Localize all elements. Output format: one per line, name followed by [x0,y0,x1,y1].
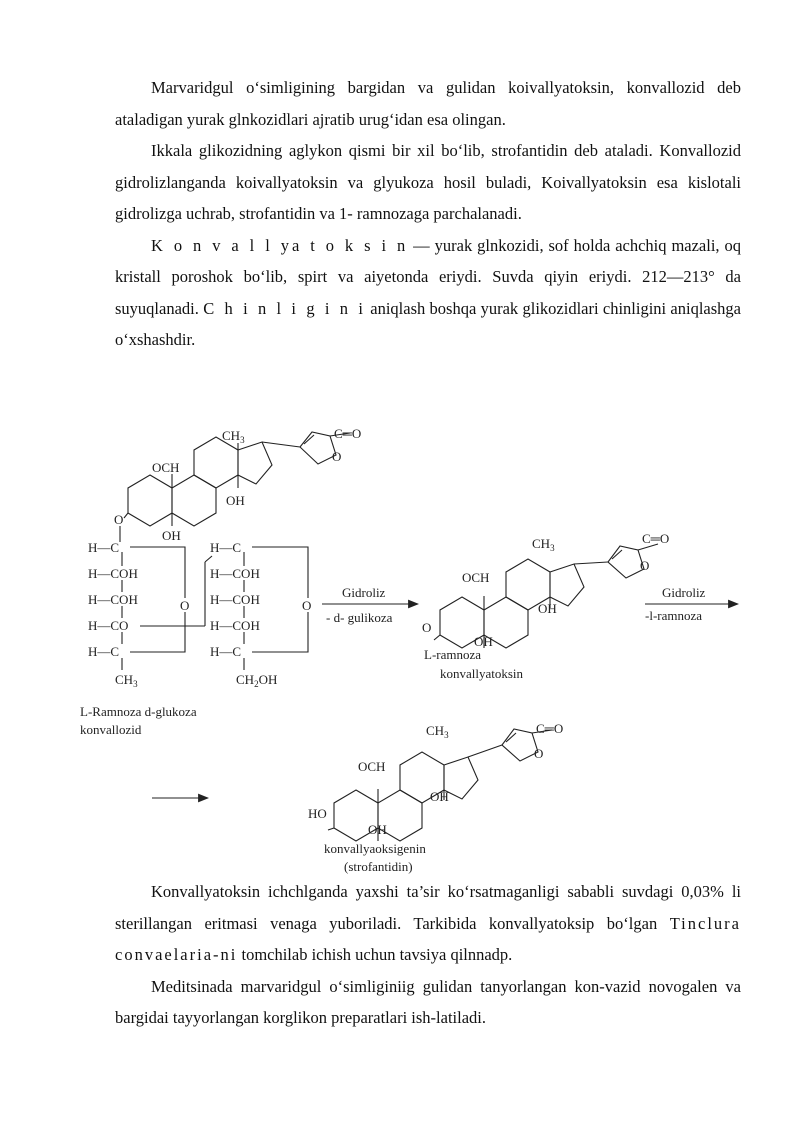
lactone-co-2: C═O [642,531,670,546]
oh-label-3a: OH [430,789,449,804]
latin-term: Tinclura convaelaria-ni [115,913,741,964]
oh-label-2b: OH [474,634,493,649]
label-l-ramnoza: L-ramnoza [424,647,482,662]
arrow2-bottom-label: -l-ramnoza [645,608,703,623]
glycoside-o-1: O [114,512,124,527]
paragraph-3-text2: aniqlash boshqa yurak glikozidlari chinligini aniqlashga o‘xshashdir. [115,298,741,349]
och-label-2: OCH [462,570,490,585]
lactone-o-3: O [534,746,544,761]
steroid-strofantidin [308,721,563,874]
sugar2-c5: H—C [210,644,242,659]
lactone-o-1: O [332,449,342,464]
och-label-3: OCH [358,759,386,774]
paragraph-4-text: Konvallyatoksin ichchlganda yaxshi ta’sir ko‘rsatmaganligi sababli suvdagi 0,03% li sterillangan eritmasi venaga yuboriladi. Tarkibida konvallyatoksip bo‘lgan [115,882,741,933]
ch3-label-3: $CH_3$ [426,723,449,740]
sugar2-ring-o: O [302,598,312,613]
paragraph-5: Meditsinada marvaridgul o‘simliginiig gulidan tanyorlangan kon-vazid novogalen va bargidai tayyorlangan korglikon preparatlari ish-latiladi. [115,976,741,1027]
arrow1-bottom-label: - d- gulikoza [326,610,393,625]
sugar2-c1: H—C [210,540,242,555]
och-label-1: OCH [152,460,180,475]
sugar2-c3: H—COH [210,592,260,607]
sugar2-ch2oh: $CH_2OH$ [236,672,278,689]
top-text-block [115,72,741,356]
paragraph-3 [115,230,741,356]
paragraph-1: Marvaridgul o‘simligining bargidan va gulidan koivallyatoksin, konvallozid deb ataladigan yurak glnkozidlari ajratib urug‘idan esa olingan. [115,78,741,129]
paragraph-4-tail: tomchilab ichish uchun tavsiya qilnnadp. [237,945,513,964]
arrow-hydrolysis-1 [322,585,418,625]
sugar1-c3: H—COH [88,592,138,607]
label-strofantidin: (strofantidin) [344,859,413,874]
label-konvallyatoksin: konvallyatoksin [440,666,524,681]
ho-label-3: HO [308,806,327,821]
sugar1-ring-o: O [180,598,190,613]
arrow1-top-label: Gidroliz [342,585,386,600]
paragraph-3-text1: — yurak glnkozidi, sof holda achchiq mazali, oq kristall poroshok bo‘lib, spirt va aiyetonda eriydi. Suvda qiyin eriydi. 212—213° da suyuqlanadi. [115,235,741,318]
label-konvallozid: konvallozid [80,722,142,737]
oh-label-3b: OH [368,822,387,837]
reaction-scheme [0,410,800,880]
sugar1-ch3: $CH_3$ [115,672,138,689]
glycoside-o-2: O [422,620,432,635]
oh-label-2a: OH [538,601,557,616]
paragraph-4 [115,876,741,971]
ch3-label-2: $CH_3$ [532,536,555,553]
sugar1-c4: H—CO [88,618,129,633]
sugar1-c5: H—C [88,644,120,659]
steroid-konvallyatoksin [422,531,669,681]
ch3-label-1: $CH_3$ [222,428,245,445]
term-konvallyatoksin: K o n v a l l ya t o k s i n [151,235,409,255]
label-konvallyaoksigenin: konvallyaoksigenin [324,841,426,856]
lactone-o-2: O [640,558,650,573]
bottom-text-block [115,876,741,1034]
paragraph-2: Ikkala glikozidning aglykon qismi bir xil bo‘lib, strofantidin deb ataladi. Konvallozid gidrolizlanganda koivallyatoksin va glyukoza hosil buladi, Koivallyatoksin esa kislotali gidrolizga uchrab, strofantidin va 1- ramnozaga parchalanadi. [115,141,741,223]
oh-label-1a: OH [226,493,245,508]
label-sugars: L-Ramnoza d-glukoza [80,704,197,719]
sugar2-c2: H—COH [210,566,260,581]
steroid-konvallozid [114,426,361,543]
sugar-chains [80,526,311,737]
term-chinligini: C h i n l i g i n i [203,298,366,318]
sugar1-c2: H—COH [88,566,138,581]
sugar1-c1: H—C [88,540,120,555]
arrow-hydrolysis-2 [645,585,738,623]
lactone-co-1: C═O [334,426,362,441]
oh-label-1b: OH [162,528,181,543]
arrow2-top-label: Gidroliz [662,585,706,600]
lactone-co-3: C═O [536,721,564,736]
sugar2-c4: H—COH [210,618,260,633]
